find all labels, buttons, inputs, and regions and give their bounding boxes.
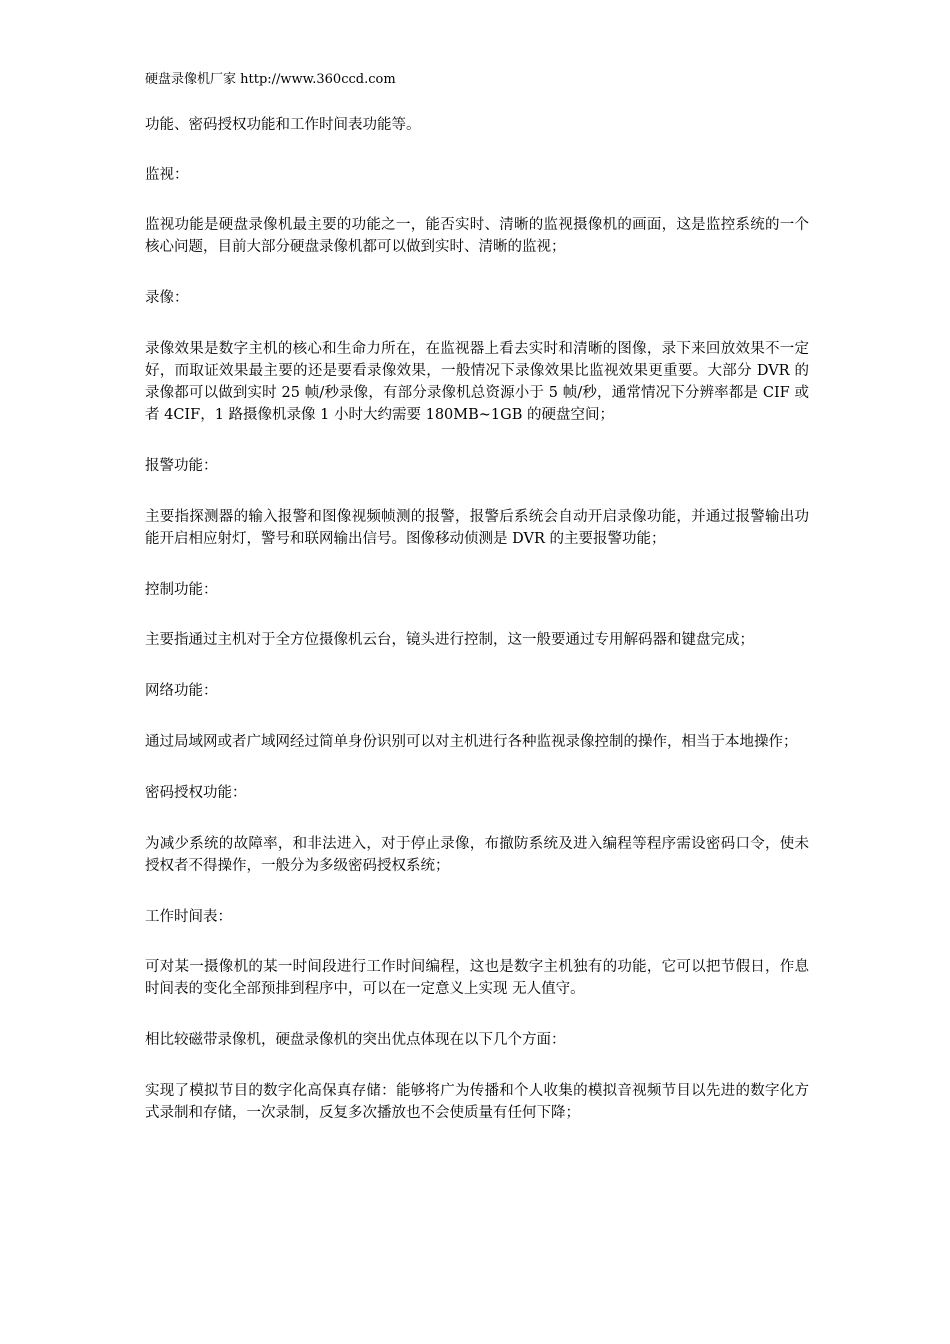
paragraph-digital-storage: 实现了模拟节目的数字化高保真存储：能够将广为传播和个人收集的模拟音视频节目以先进的数字化方式录制和存储，一次录制，反复多次播放也不会使质量有任何下降； [145, 1083, 809, 1121]
paragraph-alarm: 主要指探测器的输入报警和图像视频帧测的报警，报警后系统会自动开启录像功能，并通过报警输出功能开启相应射灯，警号和联网输出信号。图像移动侦测是 DVR 的主要报警功能； [145, 509, 809, 547]
paragraph-network: 通过局域网或者广域网经过简单身份识别可以对主机进行各种监视录像控制的操作，相当于本地操作； [145, 734, 798, 750]
section-heading-schedule: 工作时间表： [145, 909, 232, 925]
paragraph-intro: 功能、密码授权功能和工作时间表功能等。 [145, 117, 421, 133]
section-heading-recording: 录像： [145, 290, 189, 306]
section-heading-monitoring: 监视： [145, 167, 189, 183]
paragraph-comparison: 相比较磁带录像机，硬盘录像机的突出优点体现在以下几个方面： [145, 1032, 566, 1048]
paragraph-monitoring: 监视功能是硬盘录像机最主要的功能之一，能否实时、清晰的监视摄像机的画面，这是监控系统的一个核心问题，目前大部分硬盘录像机都可以做到实时、清晰的监视； [145, 217, 809, 255]
paragraph-control: 主要指通过主机对于全方位摄像机云台，镜头进行控制，这一般要通过专用解码器和键盘完成； [145, 632, 754, 648]
document-body [145, 114, 809, 1124]
paragraph-password: 为减少系统的故障率，和非法进入，对于停止录像，布撤防系统及进入编程等程序需设密码口令，使未授权者不得操作，一般分为多级密码授权系统； [145, 836, 809, 874]
paragraph-schedule: 可对某一摄像机的某一时间段进行工作时间编程，这也是数字主机独有的功能，它可以把节假日，作息时间表的变化全部预排到程序中，可以在一定意义上实现 无人值守。 [145, 959, 809, 997]
page-header: 硬盘录像机厂家 http://www.360ccd.com [145, 72, 396, 87]
section-heading-network: 网络功能： [145, 683, 218, 699]
section-heading-alarm: 报警功能： [145, 458, 218, 474]
section-heading-password: 密码授权功能： [145, 785, 247, 801]
section-heading-control: 控制功能： [145, 582, 218, 598]
paragraph-recording: 录像效果是数字主机的核心和生命力所在，在监视器上看去实时和清晰的图像，录下来回放效果不一定好，而取证效果最主要的还是要看录像效果，一般情况下录像效果比监视效果更重要。大部分 DVR 的录像都可以做到实时 25 帧/秒录像，有部分录像机总资源小于 5 帧/秒，通常情况下分辨率都是 CIF 或者 4CIF，1 路摄像机录像 1 小时大约需要 180MB~1GB 的硬盘空间； [145, 341, 809, 423]
